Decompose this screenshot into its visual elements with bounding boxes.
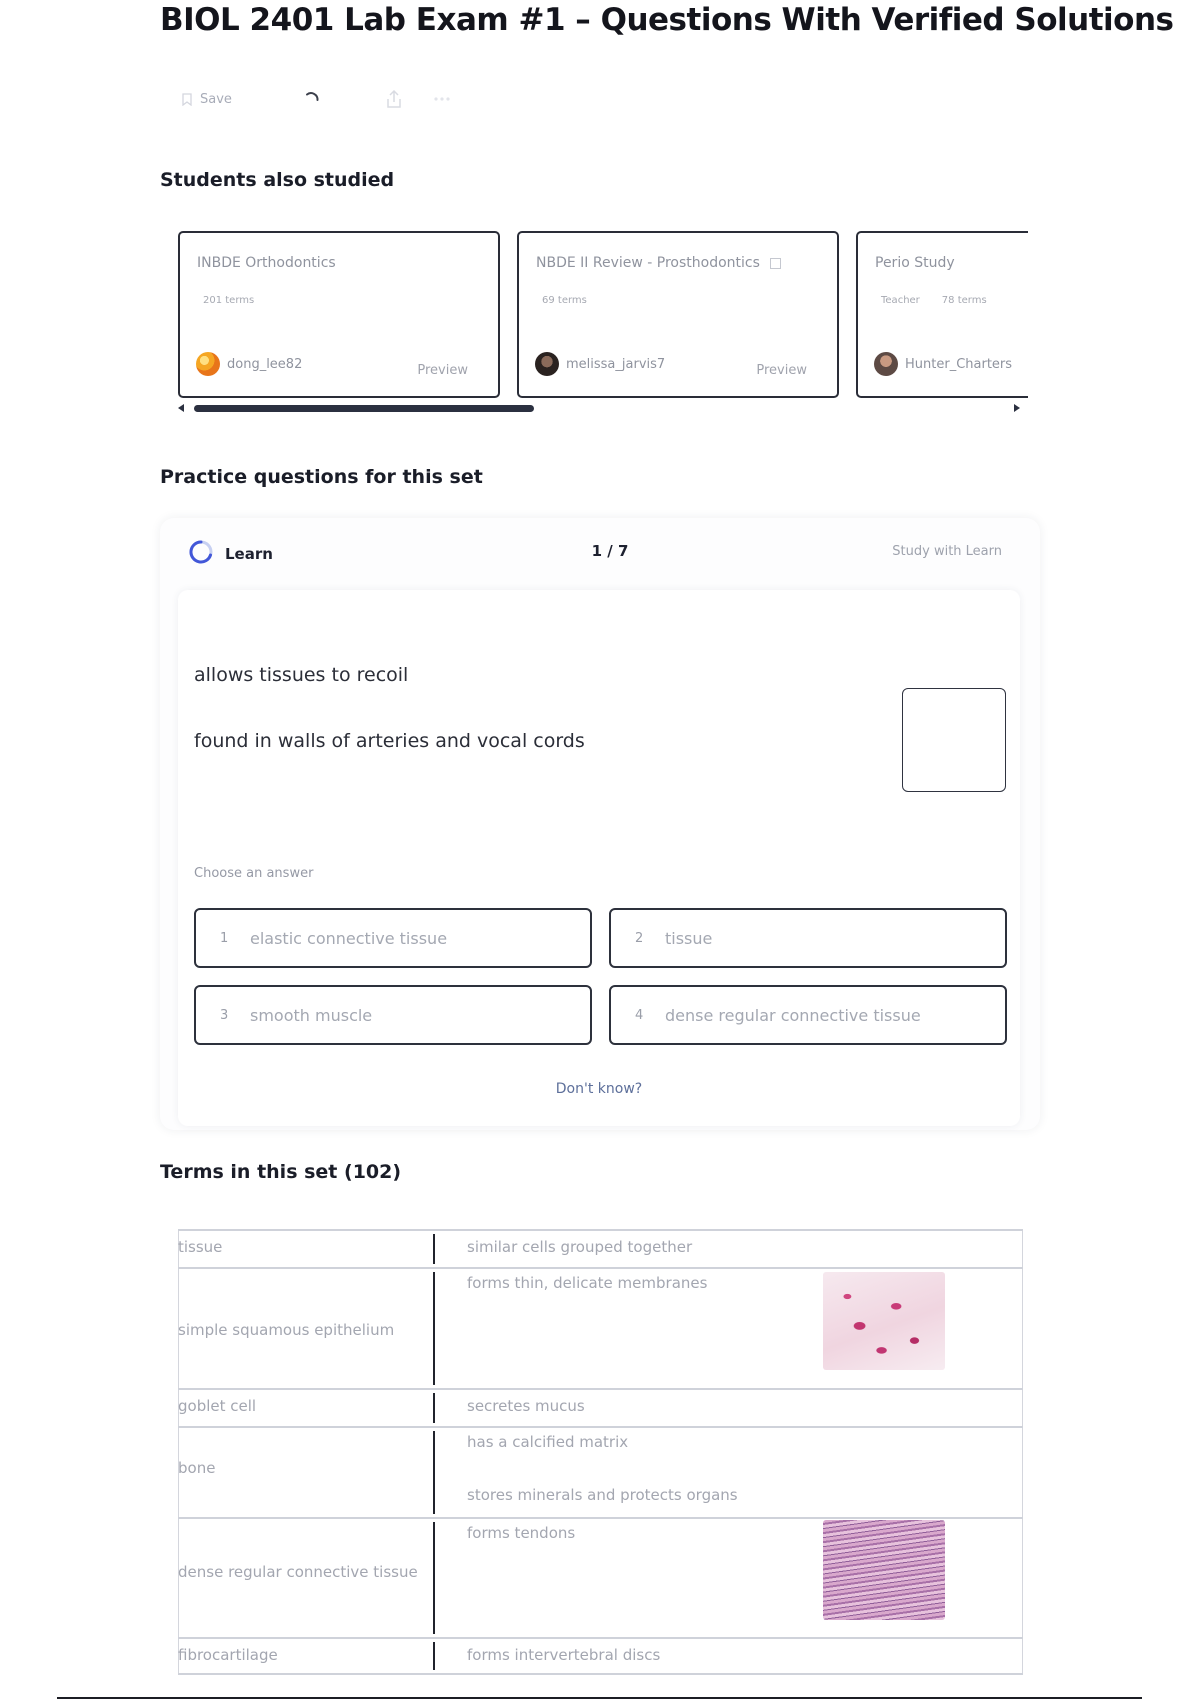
option-number: 4 <box>635 1007 644 1023</box>
term-image-micrograph <box>823 1272 945 1370</box>
card-role: Teacher <box>881 295 920 306</box>
definition-text: secretes mucus <box>467 1397 585 1415</box>
question-prompt-line: allows tissues to recoil <box>194 664 409 686</box>
study-set-card[interactable] <box>517 231 839 398</box>
term-row <box>178 1426 1023 1517</box>
card-preview-button[interactable]: Preview <box>417 363 468 378</box>
term-divider <box>433 1522 435 1634</box>
definition-text: has a calcified matrix <box>467 1433 629 1451</box>
definition-text: stores minerals and protects organs <box>467 1486 738 1504</box>
term-divider <box>433 1393 435 1423</box>
option-number: 3 <box>220 1007 229 1023</box>
question-counter: 1 / 7 <box>591 542 629 560</box>
term-text: simple squamous epithelium <box>178 1321 395 1339</box>
more-icon[interactable] <box>430 87 454 111</box>
definition-text: forms intervertebral discs <box>467 1646 661 1664</box>
learn-progress-icon <box>188 539 214 569</box>
terms-table <box>178 1229 1023 1675</box>
card-author[interactable] <box>196 352 302 376</box>
scrollbar-thumb[interactable] <box>194 405 534 412</box>
option-text: tissue <box>665 928 713 948</box>
choose-answer-label: Choose an answer <box>194 866 314 881</box>
card-author[interactable] <box>535 352 665 376</box>
share-icon[interactable] <box>382 87 406 111</box>
card-author[interactable] <box>874 352 1012 376</box>
term-image-micrograph <box>823 1520 945 1620</box>
question-image-placeholder <box>902 688 1006 792</box>
term-text: goblet cell <box>178 1397 257 1415</box>
study-with-learn-link[interactable]: Study with Learn <box>892 544 1002 559</box>
term-text: tissue <box>178 1238 223 1256</box>
definition-text: similar cells grouped together <box>467 1238 693 1256</box>
card-author-name: dong_lee82 <box>227 356 303 372</box>
card-title <box>536 255 781 271</box>
term-row <box>178 1229 1023 1267</box>
card-preview-button[interactable]: Preview <box>756 363 807 378</box>
scroll-right-arrow-icon[interactable] <box>1014 404 1020 412</box>
study-set-card[interactable] <box>856 231 1028 398</box>
learn-mode-label <box>188 539 273 569</box>
card-title-text: NBDE II Review - Prosthodontics <box>536 255 760 271</box>
answer-option[interactable] <box>194 908 592 968</box>
card-author-name: melissa_jarvis7 <box>566 356 666 372</box>
option-text: elastic connective tissue <box>250 928 448 948</box>
term-row <box>178 1517 1023 1637</box>
user-avatar-icon <box>196 352 220 376</box>
scroll-left-arrow-icon[interactable] <box>178 404 184 412</box>
card-meta <box>203 295 254 306</box>
definition-text: forms tendons <box>467 1524 576 1542</box>
bookmark-icon <box>770 258 781 269</box>
practice-questions-heading: Practice questions for this set <box>160 466 483 488</box>
term-divider <box>433 1272 435 1385</box>
term-row <box>178 1267 1023 1388</box>
term-divider <box>433 1642 435 1670</box>
term-row <box>178 1388 1023 1426</box>
term-text: dense regular connective tissue <box>178 1563 418 1581</box>
carousel-scrollbar[interactable] <box>178 402 1020 414</box>
user-avatar-icon <box>874 352 898 376</box>
definition-text: forms thin, delicate membranes <box>467 1274 708 1292</box>
card-term-count: 78 terms <box>941 295 987 306</box>
loading-spinner-icon <box>300 87 324 111</box>
option-text: smooth muscle <box>250 1005 373 1025</box>
study-set-carousel <box>160 226 1028 416</box>
page-title: BIOL 2401 Lab Exam #1 – Questions With Verified Solutions <box>160 2 1174 38</box>
dont-know-button[interactable]: Don't know? <box>555 1081 643 1097</box>
term-text: bone <box>178 1459 216 1477</box>
question-panel <box>178 590 1020 1126</box>
students-also-studied-heading: Students also studied <box>160 169 395 191</box>
option-number: 2 <box>635 930 644 946</box>
learn-label-text: Learn <box>225 545 273 563</box>
card-title: INBDE Orthodontics <box>197 255 336 271</box>
question-prompt-line: found in walls of arteries and vocal cords <box>194 730 585 752</box>
card-term-count: 201 terms <box>203 295 255 306</box>
term-divider <box>433 1234 435 1264</box>
bookmark-icon <box>180 87 194 111</box>
term-divider <box>433 1431 435 1514</box>
card-meta <box>881 295 987 306</box>
answer-option[interactable] <box>609 985 1007 1045</box>
option-text: dense regular connective tissue <box>665 1005 921 1025</box>
terms-heading: Terms in this set (102) <box>160 1161 402 1183</box>
term-row <box>178 1637 1023 1675</box>
set-toolbar <box>180 84 454 114</box>
user-avatar-icon <box>535 352 559 376</box>
card-title: Perio Study <box>875 255 955 271</box>
study-set-card[interactable] <box>178 231 500 398</box>
option-number: 1 <box>220 930 229 946</box>
card-term-count: 69 terms <box>542 295 587 306</box>
card-meta <box>542 295 587 306</box>
learn-practice-card <box>160 518 1040 1130</box>
page-bottom-divider <box>57 1697 1142 1699</box>
save-label: Save <box>200 91 232 107</box>
answer-option[interactable] <box>194 985 592 1045</box>
card-author-name: Hunter_Charters <box>905 356 1013 372</box>
save-button[interactable] <box>180 87 232 111</box>
term-text: fibrocartilage <box>178 1646 278 1664</box>
answer-option[interactable] <box>609 908 1007 968</box>
